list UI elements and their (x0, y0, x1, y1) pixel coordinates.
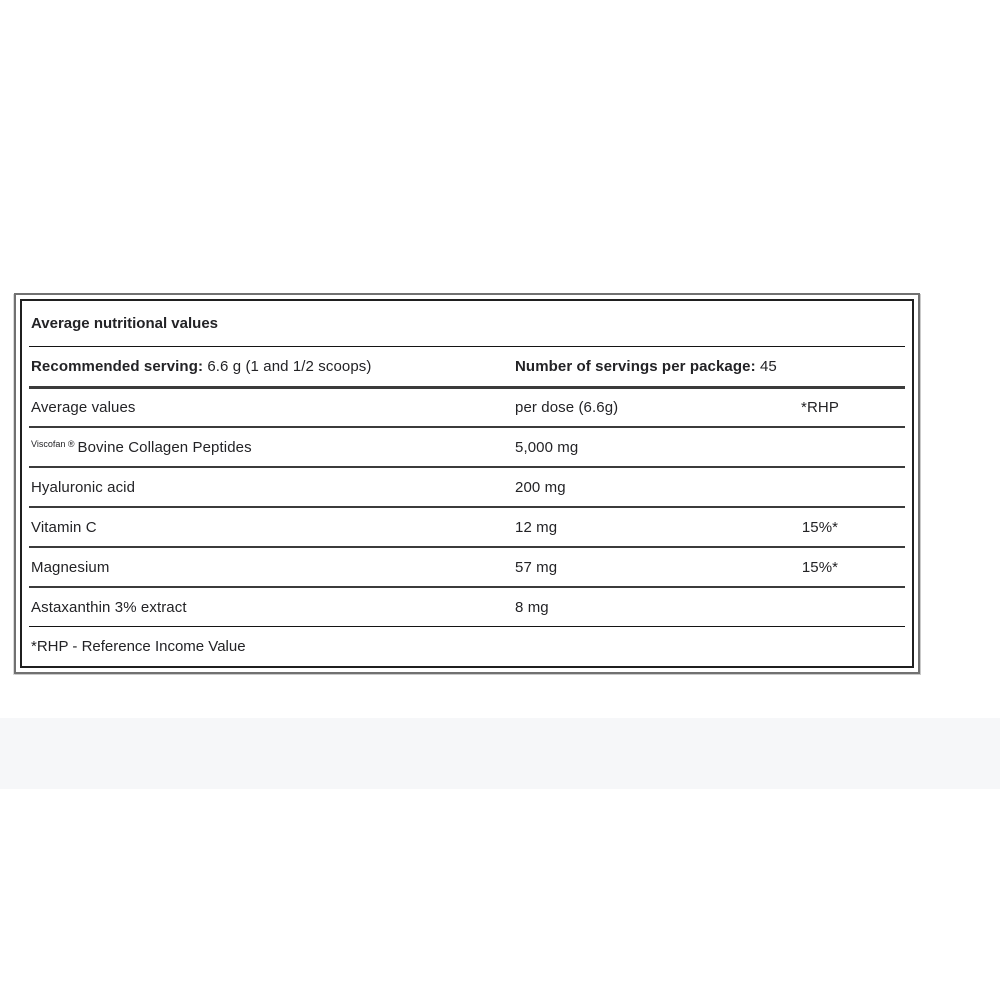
ingredient-name: Astaxanthin 3% extract (31, 598, 187, 616)
ingredient-rhp: 15%* (801, 518, 839, 536)
servings-per-package (515, 358, 880, 375)
table-row (22, 428, 912, 466)
nutrition-table-outer-frame (14, 293, 920, 674)
ingredient-rhp: 15%* (801, 558, 839, 576)
ingredient-amount: 200 mg (515, 478, 566, 496)
servings-per-package-value: 45 (755, 358, 777, 375)
ingredient-name: Hyaluronic acid (31, 478, 136, 496)
servings-per-package-label: Number of servings per package: (515, 358, 756, 375)
column-header-name: Average values (31, 399, 136, 416)
ingredient-amount: 57 mg (515, 558, 558, 576)
footnote: *RHP - Reference Income Value (31, 638, 246, 655)
ingredient-amount: 8 mg (515, 598, 549, 616)
ingredient-amount: 12 mg (515, 518, 558, 536)
column-header-per-dose: per dose (6.6g) (515, 399, 619, 416)
recommended-serving (31, 358, 515, 375)
ingredient-amount: 5,000 mg (515, 438, 579, 456)
recommended-serving-value: 6.6 g (1 and 1/2 scoops) (203, 358, 372, 375)
ingredient-name (31, 439, 515, 456)
table-row (22, 548, 912, 586)
table-row (22, 588, 912, 626)
nutrition-table (20, 299, 914, 668)
table-row (22, 508, 912, 546)
recommended-serving-label: Recommended serving: (31, 358, 204, 375)
ingredient-name: Vitamin C (31, 518, 97, 536)
column-header-rhp: *RHP (801, 399, 839, 416)
table-title: Average nutritional values (31, 315, 219, 332)
page-background-band (0, 718, 1000, 789)
brand-prefix: Viscofan ® (31, 438, 75, 449)
ingredient-name: Magnesium (31, 558, 110, 576)
table-row (22, 468, 912, 506)
serving-row (22, 347, 912, 386)
ingredient-name-text: Bovine Collagen Peptides (77, 438, 252, 456)
column-header-row (22, 389, 912, 426)
